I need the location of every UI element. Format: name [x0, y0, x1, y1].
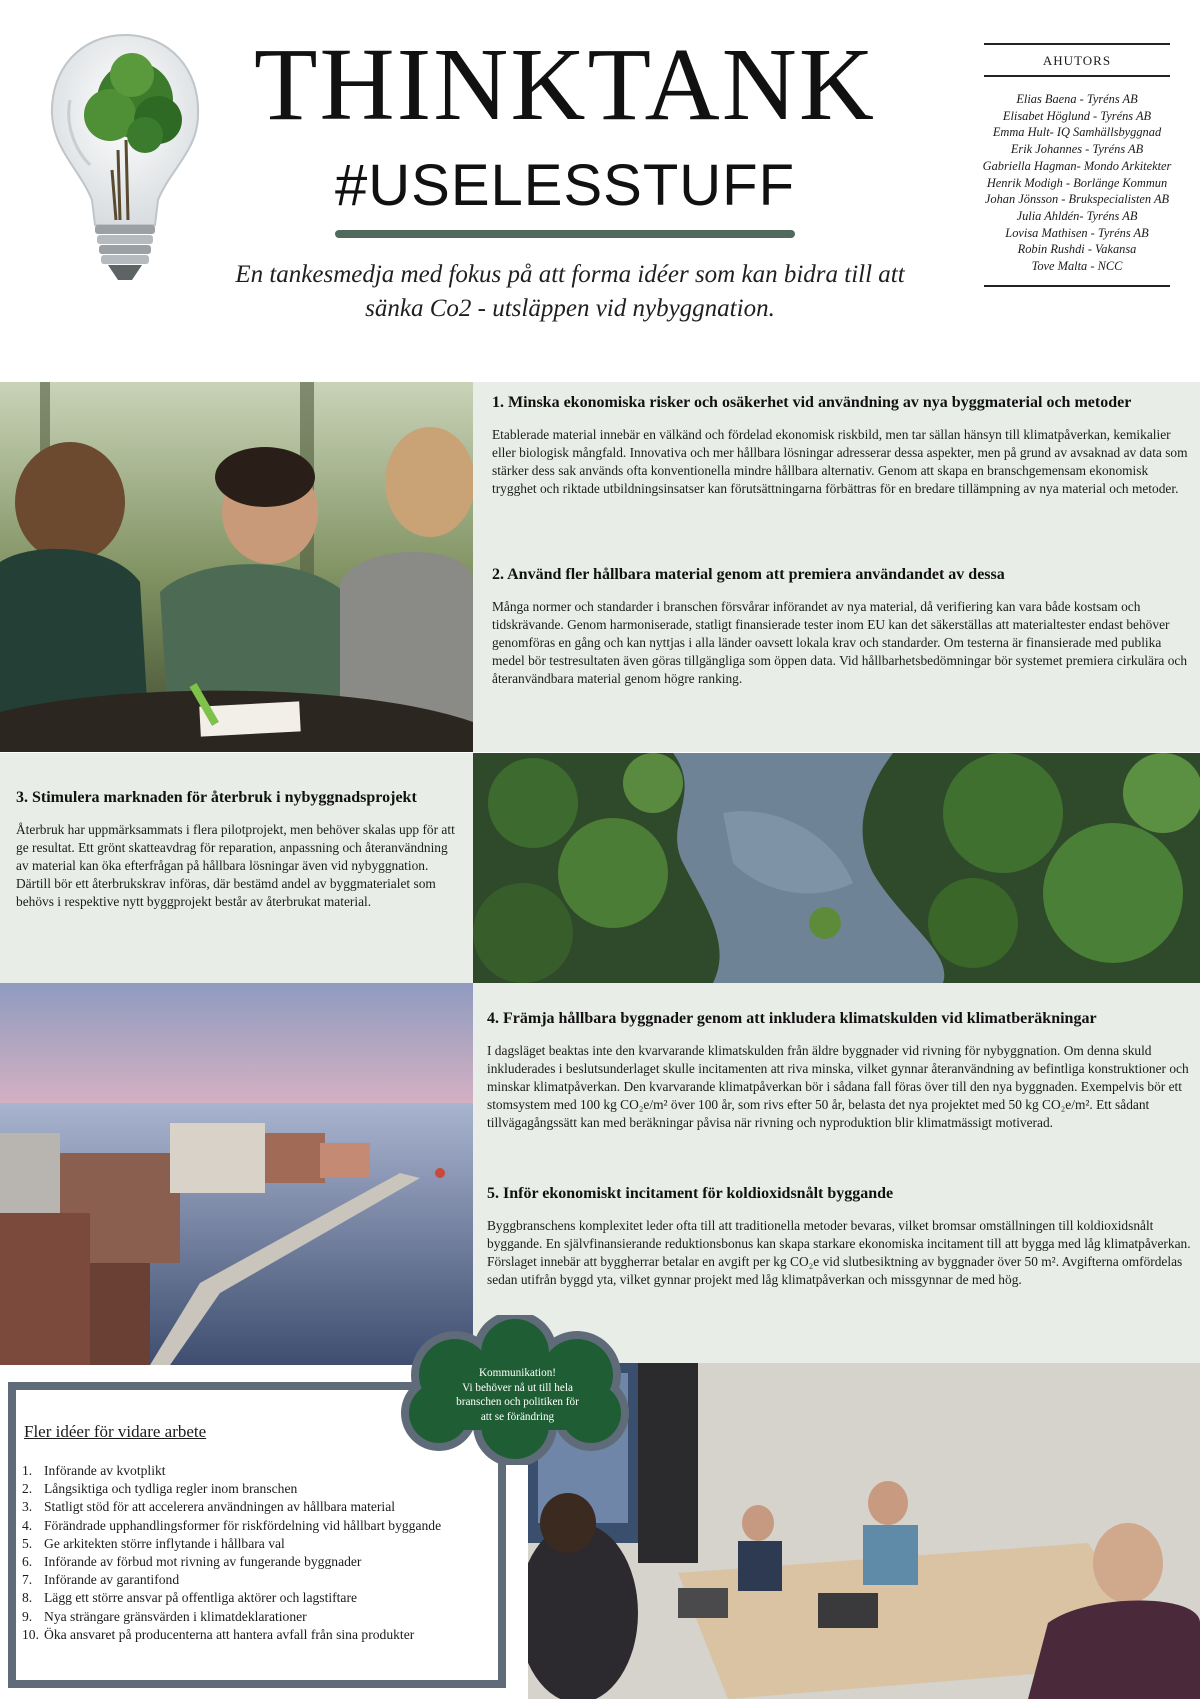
section-3 [16, 789, 461, 911]
idea-item [22, 1626, 502, 1644]
idea-text: Lägg ett större ansvar på offentliga aktörer och lagstiftare [44, 1590, 358, 1606]
idea-text: Förändrade upphandlingsformer för riskfördelning vid hållbart byggande [44, 1517, 442, 1533]
idea-number: 2. [22, 1481, 33, 1497]
section-5 [487, 1185, 1192, 1289]
author-name: Erik Johannes - Tyréns AB [1010, 142, 1144, 157]
section-2-body: Många normer och standarder i branschen försvårar införandet av nya material, då verifiering kan vara både kostsam och tidskrävande. Genom harmoniserade, statligt finansierade tester inom EU kan det säkerställas att materialtester endast behöver genomföras en gång och kan nyttjas i alla länder oavsett lokala krav och standarder. Om testerna är finansierade med publika medel bör testresultaten även göras tillgängliga som öppen data. Vid hållbarhetsbedömningar bör systemet premiera cirkulära och återanvändbara material genom högre ranking. [492, 599, 1188, 687]
idea-item [22, 1608, 502, 1626]
author-name: Elias Baena - Tyréns AB [1016, 92, 1138, 106]
idea-number: 10. [22, 1626, 39, 1642]
idea-number: 8. [22, 1590, 33, 1606]
author-name: Gabriella Hagman- Mondo Arkitekter [982, 158, 1172, 173]
author-name: Elisabet Höglund - Tyréns AB [1002, 108, 1152, 123]
idea-item [22, 1553, 502, 1571]
callout-line-2: Vi behöver nå ut till hela [462, 1381, 573, 1394]
section-5-body: Byggbranschens komplexitet leder ofta till att traditionella metoder bevaras, vilket bromsar omställningen till koldioxidsnålt byggande. En självfinansierande reduktionsbonus kan skapa starkare ekonomiska incitament till att bygga med låg klimatpåverkan. Förslaget innebär att byggherrar betalar en avgift per kg CO₂e vid slutbesiktning av byggnader över 50 m². Avgifterna omfördelas sedan utifrån byggd yta, vilket gynnar projekt med låg klimatpåverkan och missgynnar de med hög. [487, 1218, 1191, 1288]
lightbulb-tree-illustration [40, 30, 210, 290]
tagline-line-2: sänka Co2 - utsläppen vid nybyggnation. [365, 294, 775, 322]
ideas-list [22, 1462, 502, 1644]
idea-item [22, 1535, 502, 1553]
idea-text: Ge arkitekten större inflytande i hållbara val [44, 1535, 285, 1551]
poster-title: THINKTANK [254, 27, 876, 142]
idea-text: Långsiktiga och tydliga regler inom branschen [44, 1481, 298, 1497]
author-name: Tove Malta - NCC [1031, 259, 1123, 274]
idea-number: 4. [22, 1517, 33, 1533]
photo-waterfront-city [0, 983, 473, 1365]
idea-text: Nya strängare gränsvärden i klimatdeklarationer [44, 1608, 307, 1624]
idea-number: 7. [22, 1572, 33, 1588]
panel-sections-4-5 [473, 983, 1200, 1365]
idea-text: Öka ansvaret på producenterna att hantera avfall från sina produkter [44, 1626, 415, 1642]
author-name: Johan Jönsson - Brukspecialisten AB [984, 192, 1170, 207]
section-1 [492, 394, 1192, 498]
poster-hashtag: #USELESSTUFF [335, 153, 795, 218]
authors-list [963, 77, 1191, 285]
panel-sections-1-2 [473, 382, 1200, 752]
author-name: Julia Ahldén- Tyréns AB [1016, 208, 1138, 223]
idea-item [22, 1571, 502, 1589]
idea-item [22, 1480, 502, 1498]
author-name: Robin Rushdi - Vakansa [1017, 242, 1137, 257]
section-5-title: 5. Inför ekonomiskt incitament för koldioxidsnålt byggande [487, 1185, 894, 1202]
idea-text: Införande av förbud mot rivning av fungerande byggnader [44, 1554, 362, 1570]
callout-line-3: branschen och politiken för [456, 1396, 579, 1409]
idea-number: 5. [22, 1535, 33, 1551]
section-3-body: Återbruk har uppmärksammats i flera pilotprojekt, men behöver skalas upp för att ge resultat. Ett grönt skatteavdrag för reparation, anpassning och återanvändning av material kan öka efterfrågan på hållbara lösningar även vid nybyggnation. Därtill bör ett återbrukskrav införas, där bestämd andel av byggmaterialet som behövs i respektive nytt byggprojekt består av återbrukat material. [16, 822, 455, 910]
authors-bottom-rule [984, 285, 1170, 287]
idea-text: Statligt stöd för att accelerera användningen av hållbara material [44, 1499, 396, 1515]
callout-line-1: Kommunikation! [478, 1367, 557, 1379]
idea-number: 6. [22, 1554, 33, 1570]
section-1-title: 1. Minska ekonomiska risker och osäkerhet vid användning av nya byggmaterial och metoder [492, 394, 1132, 411]
section-4-title: 4. Främja hållbara byggnader genom att inkludera klimatskulden vid klimatberäkningar [487, 1010, 1097, 1027]
authors-block [983, 43, 1171, 287]
authors-heading: AHUTORS [1042, 53, 1112, 68]
section-4-body: I dagsläget beaktas inte den kvarvarande klimatskulden från äldre byggnader vid rivning för nybyggnation. Om denna skuld inkluderades i beslutsunderlaget skulle incitamenten att riva minska, vilket gynnar återanvändning av befintliga konstruktioner och minskar klimatpåverkan. Den kvarvarande klimatpåverkan bör i sådana fall föras över till den nya byggnaden. Exempelvis bör ett stomsystem med 100 kg CO₂e/m² över 100 år, som rivs efter 50 år, belasta det nya projektet med 50 kg CO₂e/m². Ett sådant tillvägagångssätt kan med beräkningar påvisa när rivning och nyproduktion blir klimatmässigt motiverad. [487, 1043, 1189, 1131]
photo-women-writing [0, 382, 473, 752]
brush-underline [335, 230, 795, 238]
callout-text [430, 1366, 605, 1424]
idea-text: Införande av kvotplikt [44, 1463, 166, 1478]
section-1-body: Etablerade material innebär en välkänd och fördelad ekonomisk riskbild, men tar sällan hänsyn till klimatpåverkan, kemikalier eller biologisk mångfald. Innovativa och mer hållbara lösningar adresserar dessa aspekter, men på grund av avsaknad av data som stärker dess sak används ofta konventionella mindre hållbara alternativ. Genom att skapa en branschgemensam ekonomisk trygghet och riktade utbildningsinsatser kan förutsättningarna förbättras för en bredare tillämpning av nya material och metoder. [492, 427, 1188, 497]
section-3-title: 3. Stimulera marknaden för återbruk i nybyggnadsprojekt [16, 789, 417, 806]
idea-item [22, 1589, 502, 1607]
poster-tagline [190, 258, 950, 326]
idea-item [22, 1498, 502, 1516]
idea-number: 3. [22, 1499, 33, 1515]
panel-section-3 [0, 753, 473, 983]
ideas-title: Fler idéer för vidare arbete [24, 1422, 207, 1441]
section-2-title: 2. Använd fler hållbara material genom att premiera användandet av dessa [492, 566, 1005, 583]
idea-number: 9. [22, 1608, 33, 1624]
author-name: Lovisa Mathisen - Tyréns AB [1005, 225, 1149, 240]
author-name: Henrik Modigh - Borlänge Kommun [986, 175, 1168, 190]
idea-text: Införande av garantifond [44, 1572, 180, 1588]
photo-aerial-forest-lake [473, 753, 1200, 983]
author-name: Emma Hult- IQ Samhällsbyggnad [992, 125, 1162, 140]
tagline-line-1: En tankesmedja med fokus på att forma idéer som kan bidra till att [235, 261, 905, 288]
idea-item [22, 1517, 502, 1535]
idea-number: 1. [22, 1463, 33, 1478]
section-4 [487, 1010, 1192, 1132]
callout-line-4: att se förändring [480, 1410, 555, 1423]
section-2 [492, 566, 1192, 688]
